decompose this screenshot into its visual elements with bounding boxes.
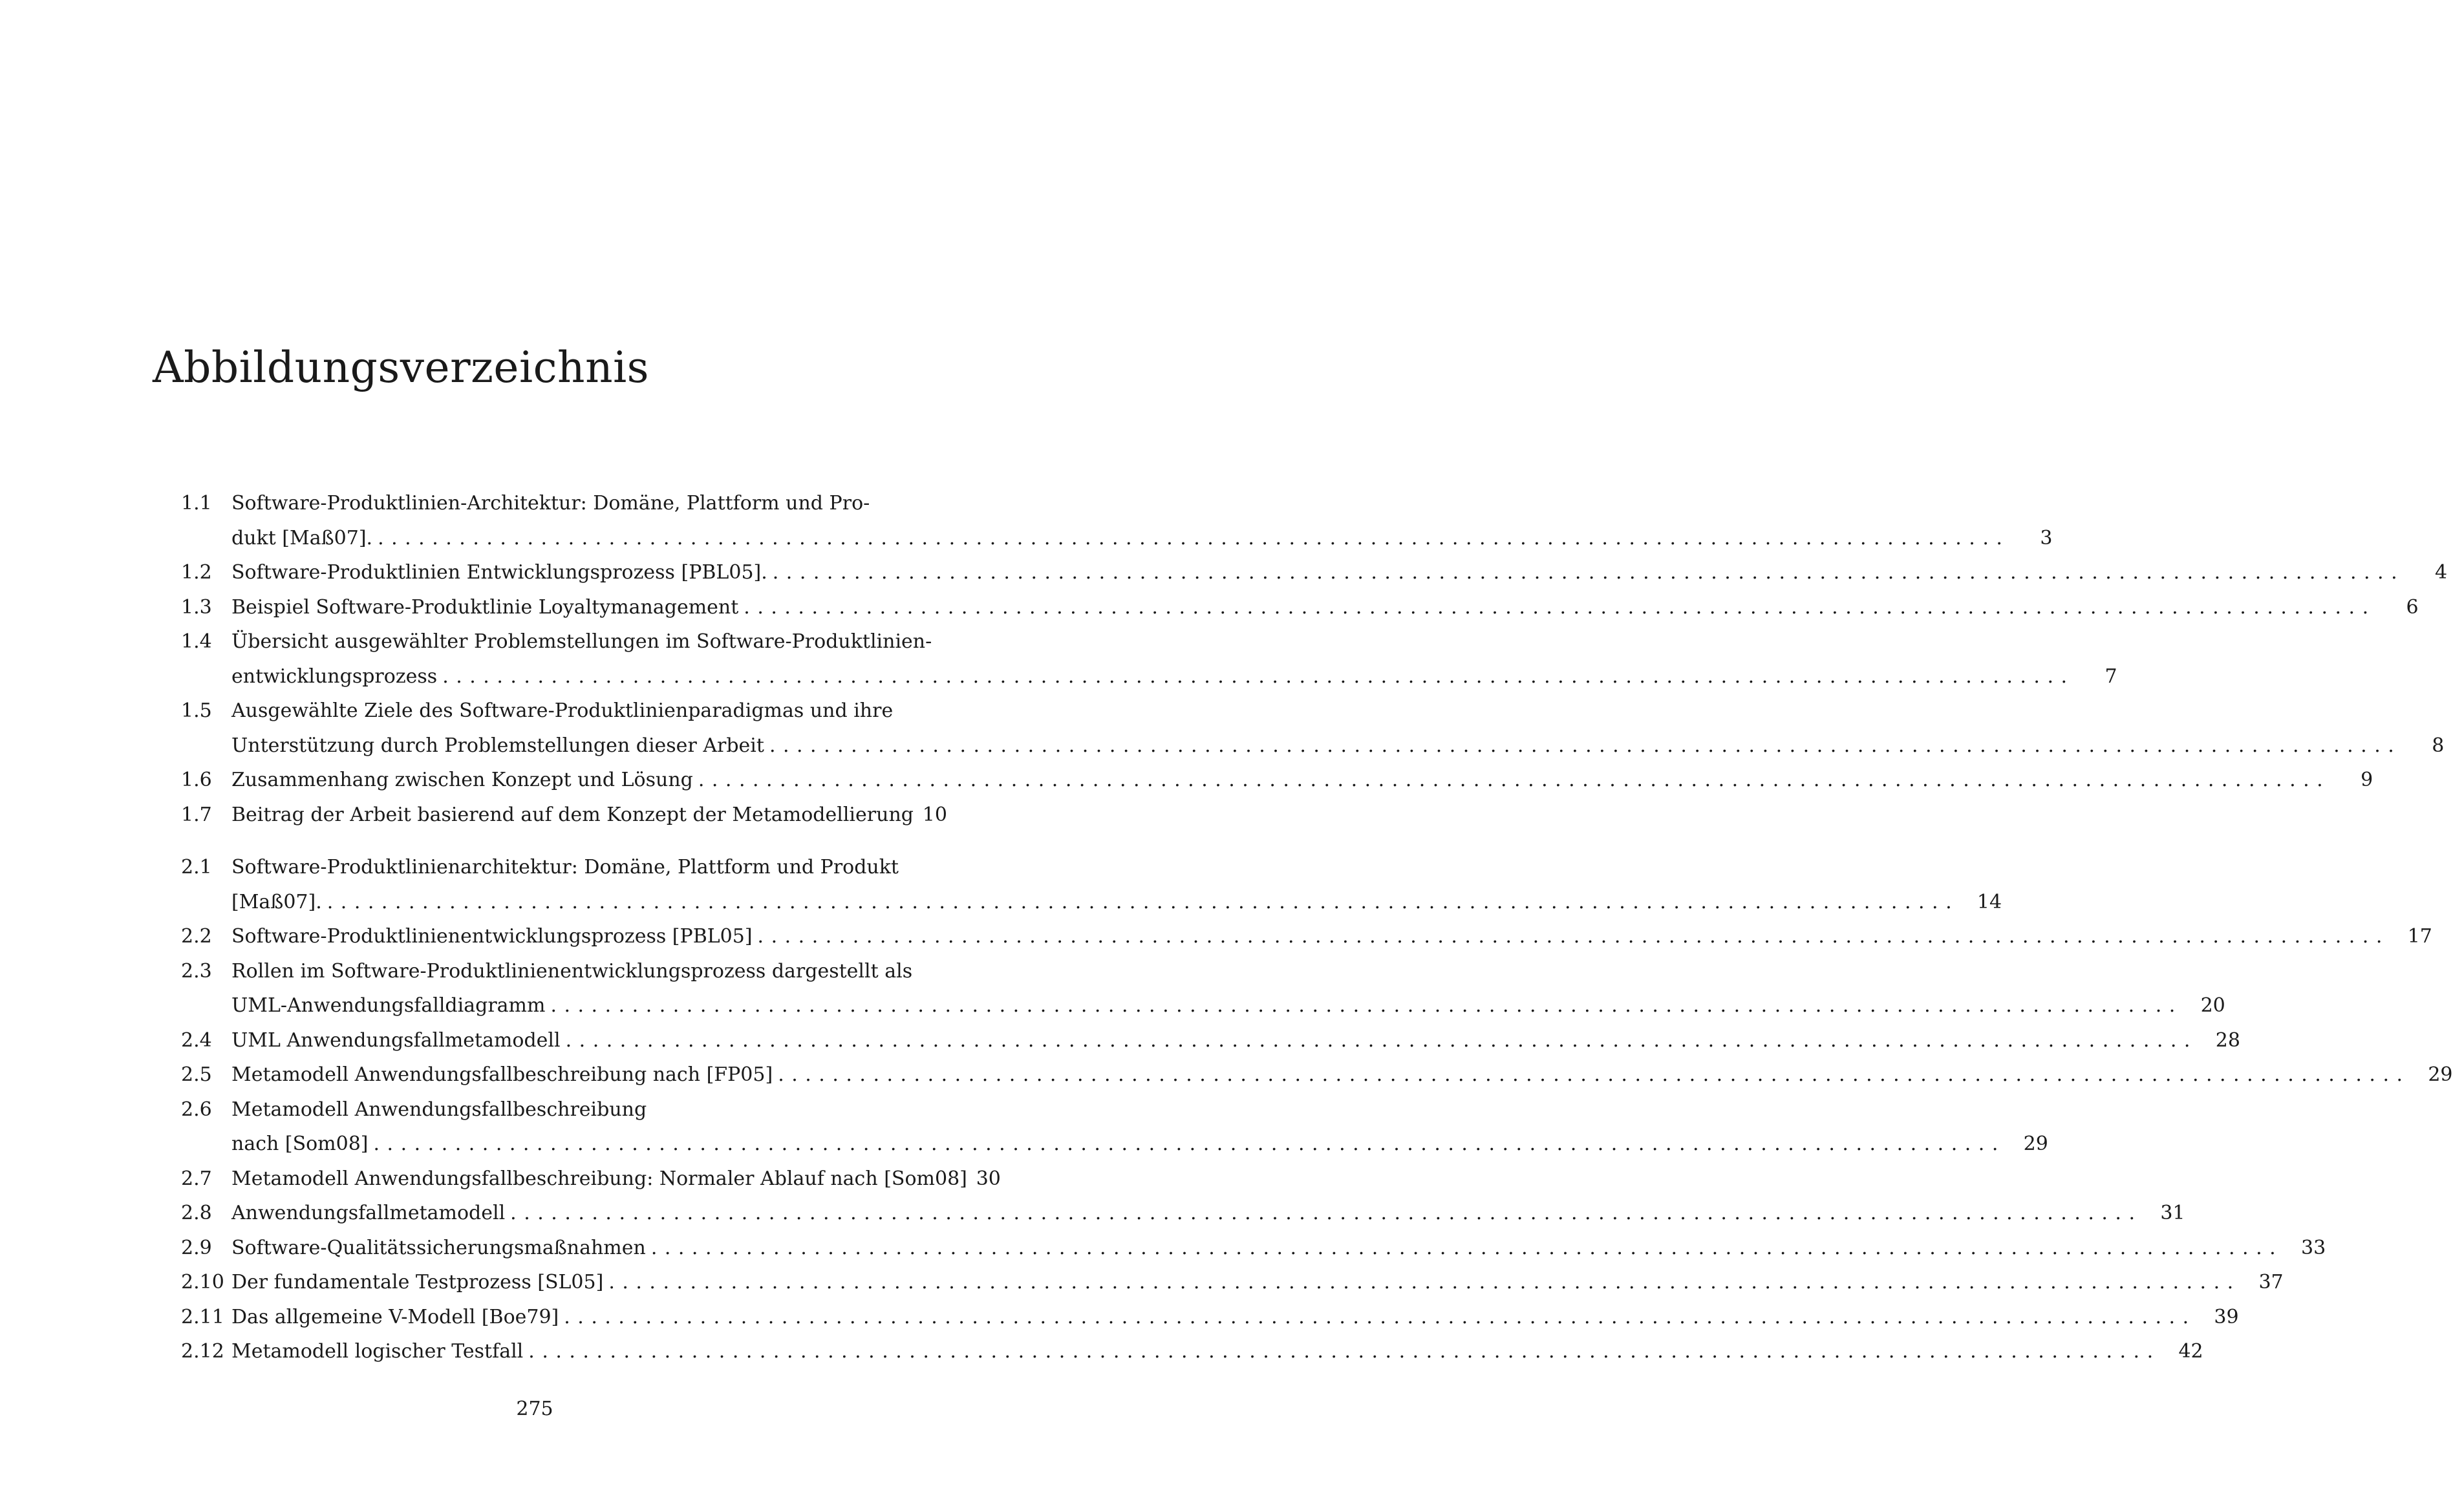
figure-number: 2.8 [181, 1202, 212, 1224]
figure-entry[interactable] [181, 1092, 2048, 1162]
leader-dots: ........................................................................................................................ [528, 1340, 2161, 1363]
leader-dots: ........................................................................................................................ [650, 1236, 2284, 1259]
figure-caption: Der fundamentale Testprozess [SL05] [231, 1271, 604, 1294]
figure-entry-line [181, 954, 944, 989]
figure-number: 1.4 [181, 630, 212, 653]
leader-dots: ........................................................................................................................ [608, 1271, 2241, 1294]
figure-entry-line [181, 1300, 2239, 1335]
chapter-2-entries [181, 850, 2453, 1369]
figure-caption: Das allgemeine V-Modell [Boe79] [231, 1305, 559, 1328]
figure-entry[interactable] [181, 919, 2432, 954]
figure-page-number: 29 [2428, 1063, 2453, 1086]
figure-entry[interactable] [181, 1265, 2284, 1300]
leader-dots: ........................................................................................................................ [373, 1133, 2006, 1155]
figure-page-number: 37 [2258, 1271, 2284, 1294]
figure-caption-lastline [231, 1196, 2185, 1231]
figure-caption: entwicklungsprozess [231, 665, 438, 688]
figure-page-number: 17 [2407, 925, 2432, 948]
figure-page-number: 33 [2300, 1236, 2326, 1259]
figure-entry[interactable] [181, 1334, 2203, 1369]
figure-entry-line [181, 1265, 2284, 1300]
figure-caption: Software-Qualitätssicherungsmaßnahmen [231, 1236, 646, 1259]
figure-caption-lastline [231, 659, 2117, 694]
figure-number: 1.7 [181, 803, 212, 826]
figure-entry[interactable] [181, 954, 2225, 1023]
figure-caption: Metamodell Anwendungsfallbeschreibung nach [FP05] [231, 1063, 773, 1086]
leader-dots: ........................................................................................................................ [550, 994, 2183, 1017]
figure-caption: Rollen im Software-Produktlinienentwicklungsprozess dargestellt als [231, 959, 913, 983]
figure-page-number: 39 [2214, 1305, 2239, 1328]
figure-caption: Software-Produktlinienarchitektur: Domäne, Plattform und Produkt [231, 856, 899, 878]
figure-number: 2.1 [181, 856, 212, 878]
figure-caption-lastline [231, 988, 2225, 1023]
figure-caption-lastline [231, 885, 2002, 920]
figure-caption: Software-Produktlinienentwicklungsprozess [PBL05] [231, 925, 753, 948]
figure-entry[interactable] [181, 555, 2448, 590]
figure-caption: Beitrag der Arbeit basierend auf dem Konzept der Metamodellierung [231, 803, 914, 826]
figure-number: 1.3 [181, 595, 212, 619]
figure-number: 2.10 [181, 1271, 224, 1294]
figure-caption: Software-Produktlinien-Architektur: Domäne, Plattform und Pro- [231, 492, 870, 515]
figure-entry-line [181, 798, 947, 833]
figure-caption: Übersicht ausgewählter Problemstellungen im Software-Produktlinien- [231, 630, 932, 653]
figure-number: 2.9 [181, 1236, 212, 1259]
figure-entry[interactable] [181, 850, 2002, 919]
figure-caption-lastline [231, 555, 2448, 590]
figure-number: 2.2 [181, 925, 212, 948]
figure-page-number: 31 [2160, 1202, 2185, 1224]
leader-dots: ........................................................................................................................ [778, 1063, 2410, 1086]
figure-entry-line [181, 521, 2053, 556]
leader-dots: ........................................................................................................................ [378, 526, 2010, 549]
figure-caption: Anwendungsfallmetamodell [231, 1202, 506, 1224]
figure-caption-lastline [231, 729, 2445, 763]
figure-page-number: 42 [2178, 1340, 2203, 1363]
figure-caption-lastline [231, 1162, 1001, 1197]
figure-entry-line [181, 885, 2002, 920]
figure-number: 2.3 [181, 959, 212, 983]
figure-caption: Metamodell logischer Testfall [231, 1340, 524, 1363]
figure-entry[interactable] [181, 694, 2445, 763]
figure-entry-line [181, 1023, 2240, 1058]
figure-page-number: 10 [922, 803, 947, 826]
figure-page-number: 6 [2406, 595, 2419, 619]
figure-entry[interactable] [181, 1196, 2185, 1231]
chapter-1-entries [181, 486, 2448, 832]
figure-number: 2.11 [181, 1305, 224, 1328]
figure-caption-lastline [231, 798, 947, 833]
figure-page-number: 14 [1976, 890, 2002, 913]
figure-caption-lastline [231, 1023, 2240, 1058]
figure-caption-lastline [231, 919, 2432, 954]
figure-entry[interactable] [181, 590, 2419, 625]
figure-page-number: 7 [2105, 665, 2117, 688]
figure-entry-line [181, 486, 944, 521]
figure-caption-lastline [231, 1127, 2048, 1162]
chapter-gap [181, 832, 944, 850]
figure-caption-lastline [231, 1231, 2326, 1266]
figure-entry-line [181, 1196, 2185, 1231]
leader-dots: ........................................................................................................................ [564, 1305, 2196, 1328]
figure-entry-line [181, 659, 2117, 694]
figure-caption-lastline [231, 1334, 2203, 1369]
figure-caption: Zusammenhang zwischen Konzept und Lösung [231, 769, 693, 791]
figure-caption: nach [Som08] [231, 1133, 369, 1155]
figure-number: 2.12 [181, 1340, 224, 1363]
figure-entry-line [181, 1058, 2453, 1092]
figure-entry-line [181, 1231, 2326, 1266]
list-of-figures [181, 486, 2453, 1369]
leader-dots: ........................................................................................................................ [510, 1202, 2143, 1224]
figure-caption: dukt [Maß07]. [231, 526, 373, 549]
figure-entry[interactable] [181, 1300, 2239, 1335]
figure-caption: Software-Produktlinien Entwicklungsprozess [PBL05]. [231, 561, 767, 584]
figure-number: 2.5 [181, 1063, 212, 1086]
figure-entry-line [181, 850, 944, 885]
figure-number: 1.6 [181, 769, 212, 791]
figure-page-number: 30 [976, 1167, 1001, 1190]
figure-number: 1.1 [181, 492, 212, 515]
figure-number: 2.4 [181, 1028, 212, 1052]
figure-entry[interactable] [181, 1058, 2453, 1092]
figure-caption: UML-Anwendungsfalldiagramm [231, 994, 546, 1017]
figure-caption: Ausgewählte Ziele des Software-Produktlinienparadigmas und ihre [231, 699, 894, 722]
figure-caption-lastline [231, 521, 2053, 556]
leader-dots: ........................................................................................................................ [327, 890, 1960, 913]
figure-entry-line [181, 590, 2419, 625]
leader-dots: ........................................................................................................................ [744, 595, 2376, 619]
leader-dots: ........................................................................................................................ [757, 925, 2390, 948]
figure-page-number: 8 [2432, 734, 2445, 757]
leader-dots: ........................................................................................................................ [772, 561, 2405, 584]
page-title: Abbildungsverzeichnis [153, 343, 650, 392]
figure-number: 1.5 [181, 699, 212, 722]
leader-dots: ........................................................................................................................ [769, 734, 2402, 757]
figure-caption-lastline [231, 590, 2419, 625]
figure-entry-line [181, 1162, 1001, 1197]
figure-number: 1.2 [181, 561, 212, 584]
figure-entry-line [181, 694, 944, 729]
leader-dots: ........................................................................................................................ [698, 769, 2331, 791]
figure-entry-line [181, 919, 2432, 954]
figure-caption: Unterstützung durch Problemstellungen dieser Arbeit [231, 734, 764, 757]
figure-caption: Metamodell Anwendungsfallbeschreibung: Normaler Ablauf nach [Som08] [231, 1167, 967, 1190]
leader-dots: ........................................................................................................................ [442, 665, 2075, 688]
figure-entry-line [181, 1334, 2203, 1369]
figure-entry[interactable] [181, 763, 2373, 798]
figure-caption: [Maß07]. [231, 890, 322, 913]
figure-entry-line [181, 729, 2445, 763]
figure-caption: Metamodell Anwendungsfallbeschreibung [231, 1098, 647, 1121]
figure-entry[interactable] [181, 486, 2053, 555]
figure-caption-lastline [231, 1265, 2284, 1300]
figure-entry-line [181, 988, 2225, 1023]
figure-page-number: 29 [2023, 1133, 2048, 1155]
figure-entry-line [181, 555, 2448, 590]
figure-entry[interactable] [181, 624, 2117, 694]
figure-caption: Beispiel Software-Produktlinie Loyaltymanagement [231, 595, 739, 619]
figure-page-number: 3 [2040, 526, 2053, 549]
figure-caption: UML Anwendungsfallmetamodell [231, 1028, 561, 1052]
figure-entry[interactable] [181, 1162, 1001, 1197]
figure-number: 2.6 [181, 1098, 212, 1121]
page-number: 275 [516, 1398, 553, 1420]
figure-caption-lastline [231, 1058, 2453, 1092]
figure-entry[interactable] [181, 798, 947, 833]
figure-page-number: 28 [2215, 1028, 2240, 1052]
figure-entry-line [181, 1127, 2048, 1162]
figure-number: 2.7 [181, 1167, 212, 1190]
figure-page-number: 9 [2361, 769, 2373, 791]
figure-entry[interactable] [181, 1023, 2240, 1058]
figure-caption-lastline [231, 763, 2373, 798]
figure-page-number: 4 [2435, 561, 2448, 584]
figure-entry-line [181, 624, 944, 659]
figure-entry-line [181, 763, 2373, 798]
figure-caption-lastline [231, 1300, 2239, 1335]
figure-entry[interactable] [181, 1231, 2326, 1266]
figure-entry-line [181, 1092, 944, 1127]
leader-dots: ........................................................................................................................ [565, 1028, 2198, 1052]
figure-page-number: 20 [2200, 994, 2225, 1017]
